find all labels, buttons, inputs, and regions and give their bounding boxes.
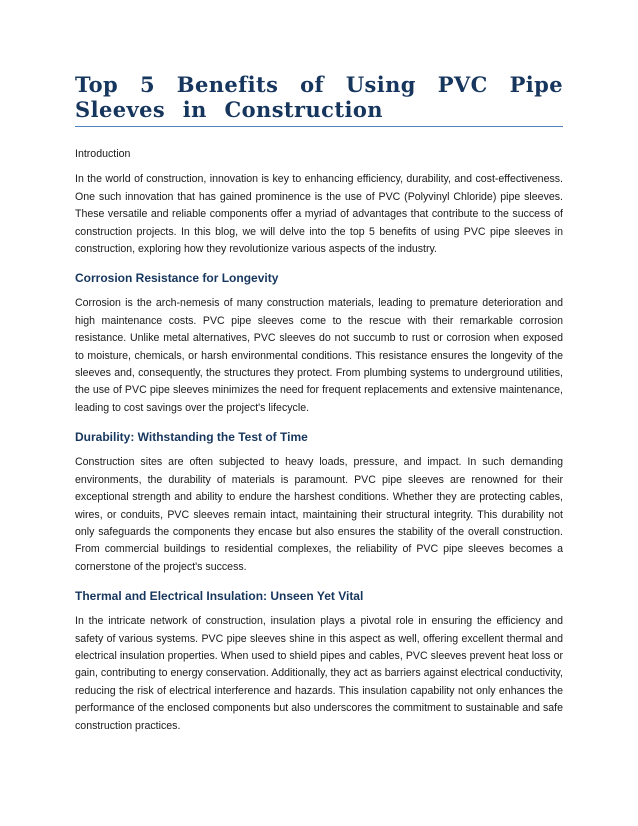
page-title: Top 5 Benefits of Using PVC Pipe Sleeves in Construction	[75, 72, 563, 127]
section-heading-corrosion: Corrosion Resistance for Longevity	[75, 271, 279, 286]
section-heading-insulation: Thermal and Electrical Insulation: Unseen Yet Vital	[75, 589, 364, 604]
document-page	[75, 72, 563, 735]
section-heading-durability: Durability: Withstanding the Test of Time	[75, 430, 308, 445]
section-paragraph-corrosion: Corrosion is the arch-nemesis of many construction materials, leading to premature deterioration and high maintenance costs. PVC pipe sleeves come to the rescue with their remarkable corrosion resistance. Unlike metal alternatives, PVC sleeves do not succumb to rust or corrosion when exposed to moisture, chemicals, or harsh environmental conditions. This resistance ensures the longevity of the sleeves and, consequently, the structures they protect. From plumbing systems to underground utilities, the use of PVC pipe sleeves minimizes the need for frequent replacements and extensive maintenance, leading to cost savings over the project's lifecycle.	[75, 297, 563, 414]
intro-label: Introduction	[75, 148, 131, 160]
intro-paragraph: In the world of construction, innovation is key to enhancing efficiency, durability, and cost-effectiveness. One such innovation that has gained prominence is the use of PVC (Polyvinyl Chloride) pipe sleeves. These versatile and reliable components offer a myriad of advantages that contribute to the success of construction projects. In this blog, we will delve into the top 5 benefits of using PVC pipe sleeves in construction, exploring how they revolutionize various aspects of the industry.	[75, 173, 563, 256]
section-paragraph-durability: Construction sites are often subjected to heavy loads, pressure, and impact. In such demanding environments, the durability of materials is paramount. PVC pipe sleeves are renowned for their exceptional strength and ability to endure the harshest conditions. Whether they are protecting cables, wires, or conduits, PVC sleeves remain intact, maintaining their structural integrity. This durability not only safeguards the components they encase but also ensures the stability of the overall construction. From commercial buildings to residential complexes, the reliability of PVC pipe sleeves becomes a cornerstone of the project's success.	[75, 456, 563, 573]
section-paragraph-insulation: In the intricate network of construction, insulation plays a pivotal role in ensuring the efficiency and safety of various systems. PVC pipe sleeves shine in this aspect as well, offering excellent thermal and electrical insulation properties. When used to shield pipes and cables, PVC sleeves prevent heat loss or gain, contributing to energy conservation. Additionally, they act as barriers against electrical conductivity, reducing the risk of electrical interference and hazards. This insulation capability not only enhances the performance of the enclosed components but also underscores the commitment to sustainable and safe construction practices.	[75, 615, 563, 732]
